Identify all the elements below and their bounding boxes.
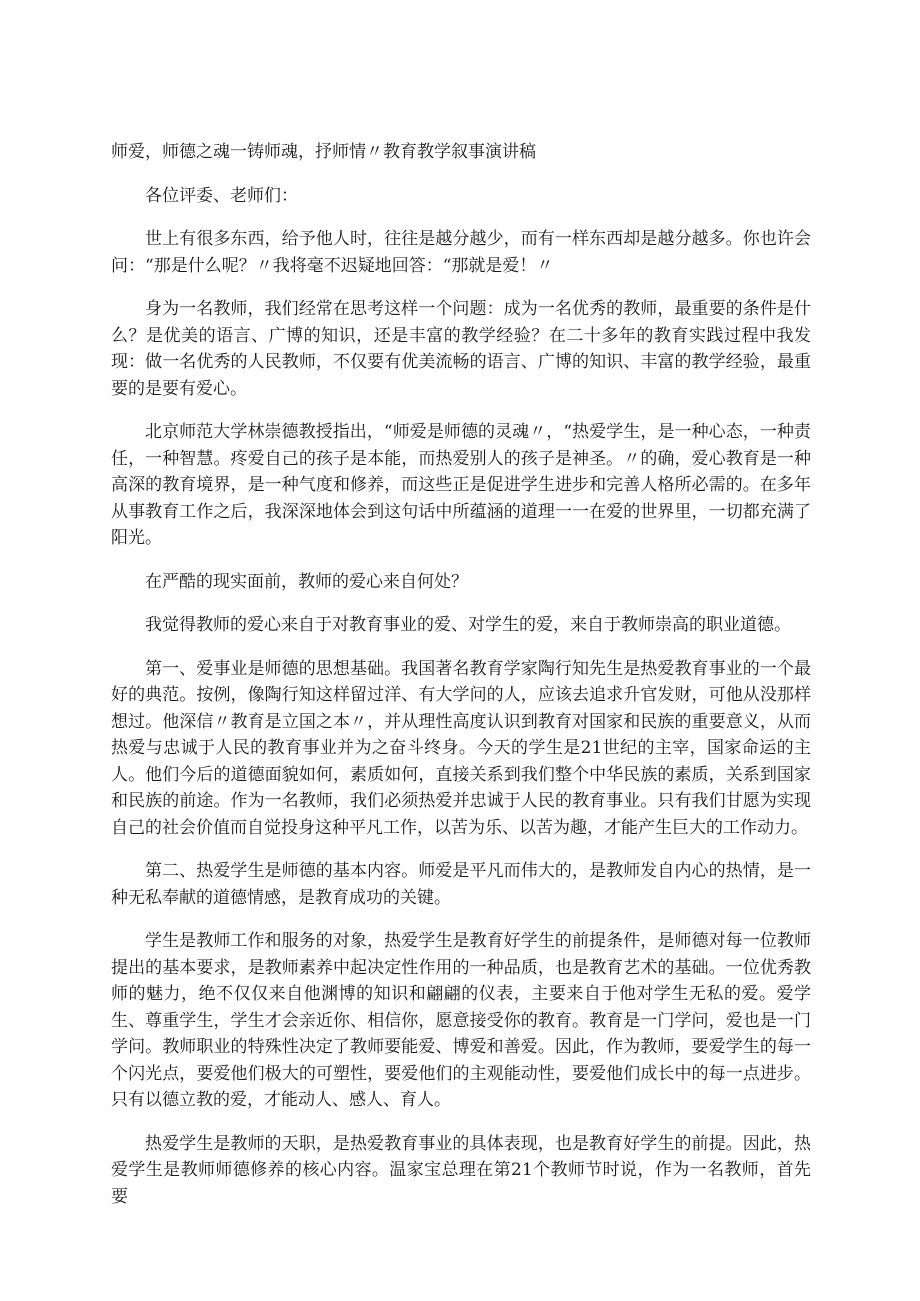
document-body <box>111 139 811 1227</box>
document-title: 师爱，师德之魂一铸师魂，抒师情〃教育教学叙事演讲稿 <box>111 142 536 162</box>
salutation: 各位评委、老师们： <box>145 185 298 206</box>
paragraph: 第二、热爱学生是师德的基本内容。师爱是平凡而伟大的，是教师发自内心的热情，是一种无私奉献的道德情感，是教育成功的关键。 <box>111 861 811 908</box>
paragraph: 第一、爱事业是师德的思想基础。我国著名教育学家陶行知先生是热爱教育事业的一个最好的典范。按例，像陶行知这样留过洋、有大学问的人，应该去追求升官发财，可他从没那样想过。他深信〃教育是立国之本〃，并从理性高度认识到教育对国家和民族的重要意义，从而热爱与忠诚于人民的教育事业并为之奋斗终身。今天的学生是21世纪的主宰，国家命运的主人。他们今后的道德面貌如何，素质如何，直接关系到我们整个中华民族的素质，关系到国家和民族的前途。作为一名教师，我们必须热爱并忠诚于人民的教育事业。只有我们甘愿为实现自己的社会价值而自觉投身这种平凡工作，以苦为乐、以苦为趣，才能产生巨大的工作动力。 <box>111 658 811 838</box>
paragraph: 在严酷的现实面前，教师的爱心来自何处？ <box>145 571 468 592</box>
paragraph: 北京师范大学林崇德教授指出，“师爱是师德的灵魂〃，“热爱学生，是一种心态，一种责任，一种智慧。疼爱自己的孩子是本能，而热爱别人的孩子是神圣。〃的确，爱心教育是一种高深的教育境界，是一种气度和修养，而这些正是促进学生进步和完善人格所必需的。在多年从事教育工作之后，我深深地体会到这句话中所蕴涵的道理一一在爱的世界里，一切都充满了阳光。 <box>111 422 811 548</box>
paragraph: 世上有很多东西，给予他人时，往往是越分越少，而有一样东西却是越分越多。你也许会问：“那是什么呢？〃我将毫不迟疑地回答：“那就是爱！〃 <box>111 229 811 276</box>
paragraph: 身为一名教师，我们经常在思考这样一个问题：成为一名优秀的教师，最重要的条件是什么？是优美的语言、广博的知识，还是丰富的教学经验？在二十多年的教育实践过程中我发现：做一名优秀的人民教师，不仅要有优美流畅的语言、广博的知识、丰富的教学经验，最重要的是要有爱心。 <box>111 299 811 399</box>
paragraph: 我觉得教师的爱心来自于对教育事业的爱、对学生的爱，来自于教师崇高的职业道德。 <box>145 615 791 635</box>
paragraph: 热爱学生是教师的天职，是热爱教育事业的具体表现，也是教育好学生的前提。因此，热爱学生是教师师德修养的核心内容。温家宝总理在第21个教师节时说，作为一名教师，首先要 <box>111 1133 811 1207</box>
paragraph: 学生是教师工作和服务的对象，热爱学生是教育好学生的前提条件，是师德对每一位教师提出的基本要求，是教师素养中起决定性作用的一种品质，也是教育艺术的基础。一位优秀教师的魅力，绝不仅仅来自他渊博的知识和翩翩的仪表，主要来自于他对学生无私的爱。爱学生、尊重学生，学生才会亲近你、相信你，愿意接受你的教育。教育是一门学问，爱也是一门学问。教师职业的特殊性决定了教师要能爱、博爱和善爱。因此，作为教师，要爱学生的每一个闪光点，要爱他们极大的可塑性，要爱他们的主观能动性，要爱他们成长中的每一点进步。只有以德立教的爱，才能动人、感人、育人。 <box>111 931 811 1110</box>
